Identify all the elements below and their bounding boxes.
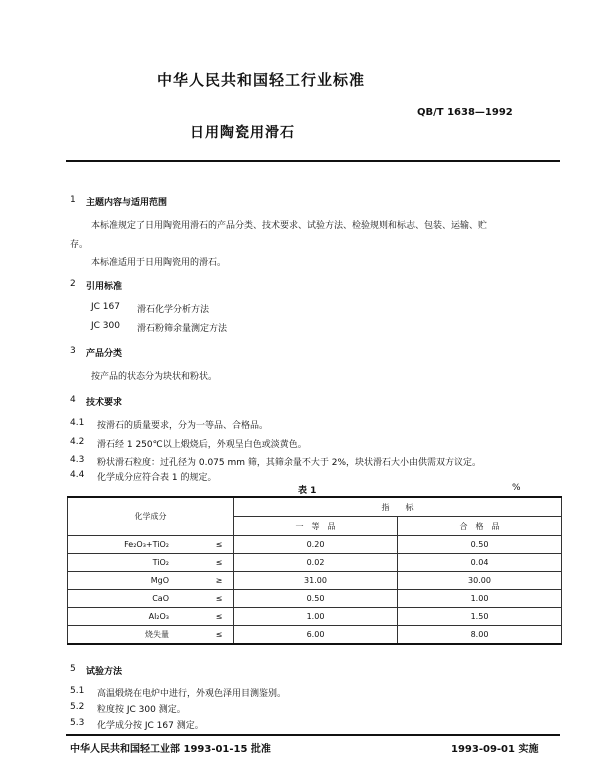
section-1-title: 主题内容与适用范围: [86, 198, 168, 208]
row-component: Fe₂O₃+TiO₂: [68, 536, 206, 554]
header-rule: [66, 160, 560, 162]
row-first-grade: 0.50: [234, 590, 398, 608]
ref-1-title: 滑石化学分析方法: [137, 305, 210, 315]
row-operator: ≤: [205, 608, 234, 626]
document-title: 日用陶瓷用滑石: [190, 125, 295, 141]
section-3-number: 3: [70, 346, 76, 356]
clause-5-2-text: 粒度按 JC 300 测定。: [97, 705, 186, 715]
row-qualified: 0.50: [398, 536, 562, 554]
section-5-number: 5: [70, 664, 76, 674]
clause-5-1-text: 高温煅烧在电炉中进行，外观色泽用目测鉴别。: [97, 689, 287, 699]
table-row: [68, 572, 562, 590]
section-1-para-1: 本标准规定了日用陶瓷用滑石的产品分类、技术要求、试验方法、检验规则和标志、包装、运输、贮: [91, 221, 488, 231]
row-qualified: 1.50: [398, 608, 562, 626]
row-first-grade: 0.02: [234, 554, 398, 572]
table-row: [68, 536, 562, 554]
row-operator: ≤: [205, 554, 234, 572]
clause-4-4-text: 化学成分应符合表 1 的规定。: [97, 473, 217, 483]
row-first-grade: 31.00: [234, 572, 398, 590]
table-1-unit: %: [512, 483, 521, 493]
row-first-grade: 6.00: [234, 626, 398, 645]
row-component: 烧失量: [68, 626, 206, 645]
header-qualified: 合 格 品: [398, 517, 562, 536]
approval-line: 中华人民共和国轻工业部 1993-01-15 批准: [70, 744, 271, 755]
ref-2-title: 滑石粉筛余量测定方法: [137, 324, 228, 334]
row-component: CaO: [68, 590, 206, 608]
section-3-para-1: 按产品的状态分为块状和粉状。: [91, 372, 218, 382]
clause-5-3-text: 化学成分按 JC 167 测定。: [97, 721, 204, 731]
row-operator: ≤: [205, 536, 234, 554]
row-component: MgO: [68, 572, 206, 590]
clause-5-3-number: 5.3: [70, 718, 85, 728]
table-row: [68, 626, 562, 645]
table-row: [68, 554, 562, 572]
clause-5-2-number: 5.2: [70, 702, 85, 712]
footer-rule: [66, 734, 560, 736]
row-operator: ≥: [205, 572, 234, 590]
clause-5-1-number: 5.1: [70, 686, 85, 696]
row-qualified: 8.00: [398, 626, 562, 645]
ref-2-code: JC 300: [91, 321, 120, 331]
table-1-caption: 表 1: [298, 486, 317, 496]
standard-org-heading: 中华人民共和国轻工行业标准: [157, 71, 366, 89]
section-1-para-2: 本标准适用于日用陶瓷用的滑石。: [91, 258, 227, 268]
row-operator: ≤: [205, 590, 234, 608]
effective-date: 1993-09-01 实施: [451, 744, 539, 755]
row-component: Al₂O₃: [68, 608, 206, 626]
clause-4-1-number: 4.1: [70, 418, 85, 428]
section-4-title: 技术要求: [86, 398, 123, 408]
clause-4-2-text: 滑石经 1 250℃以上煅烧后，外观呈白色或淡黄色。: [97, 440, 307, 450]
row-operator: ≤: [205, 626, 234, 645]
section-1-para-1-cont: 存。: [70, 240, 89, 250]
row-qualified: 1.00: [398, 590, 562, 608]
clause-4-4-number: 4.4: [70, 470, 85, 480]
clause-4-3-text: 粉状滑石粒度：过孔径为 0.075 mm 筛，其筛余量不大于 2%，块状滑石大小由供需双方议定。: [97, 458, 482, 468]
header-first-grade: 一 等 品: [234, 517, 398, 536]
row-qualified: 0.04: [398, 554, 562, 572]
row-first-grade: 1.00: [234, 608, 398, 626]
row-qualified: 30.00: [398, 572, 562, 590]
clause-4-3-number: 4.3: [70, 455, 85, 465]
section-2-title: 引用标准: [86, 282, 123, 292]
section-5-title: 试验方法: [86, 667, 123, 677]
row-component: TiO₂: [68, 554, 206, 572]
section-2-number: 2: [70, 279, 76, 289]
row-first-grade: 0.20: [234, 536, 398, 554]
section-1-number: 1: [70, 195, 76, 205]
section-3-title: 产品分类: [86, 349, 123, 359]
table-row: [68, 608, 562, 626]
table-row: [68, 590, 562, 608]
standard-code: QB/T 1638—1992: [417, 107, 513, 118]
header-index: 指 标: [234, 497, 562, 517]
header-chemical-component: 化学成分: [68, 497, 234, 536]
ref-1-code: JC 167: [91, 302, 120, 312]
composition-table: [67, 496, 562, 645]
clause-4-2-number: 4.2: [70, 437, 85, 447]
clause-4-1-text: 按滑石的质量要求，分为一等品、合格品。: [97, 421, 269, 431]
section-4-number: 4: [70, 395, 76, 405]
